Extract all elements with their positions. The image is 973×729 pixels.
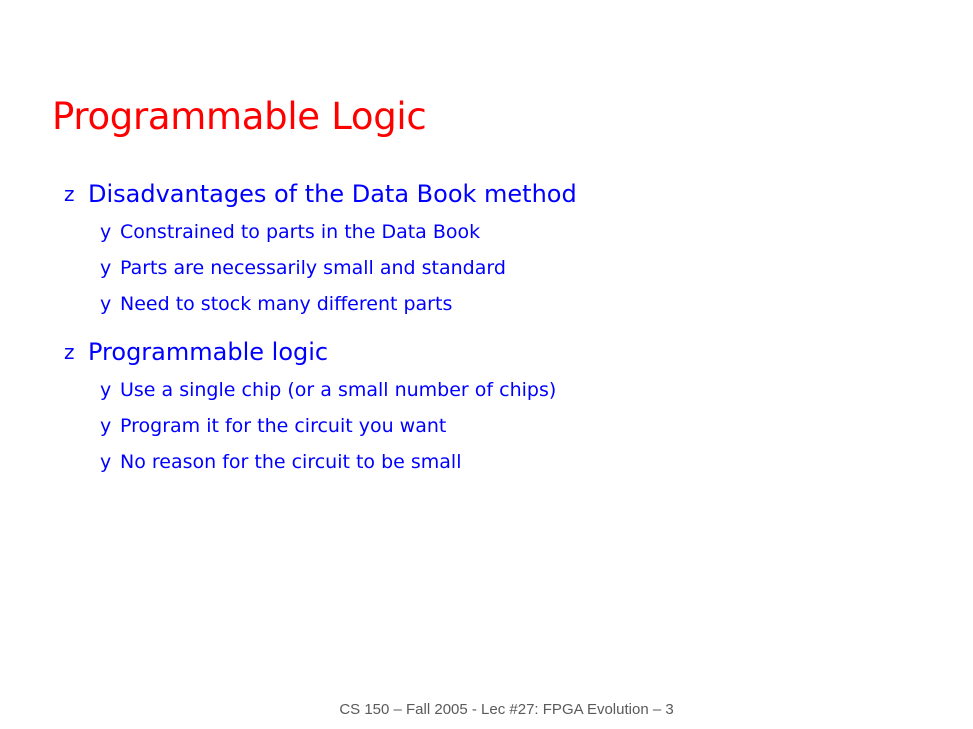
bullet-group-programmable-logic: [64, 334, 944, 480]
bullet-marker-y: y: [100, 415, 112, 437]
bullet-marker-z: z: [64, 182, 75, 206]
sub-bullet-item: [100, 250, 944, 286]
bullet-item: [64, 176, 944, 212]
sub-bullet-text: Need to stock many different parts: [120, 293, 453, 315]
sub-bullet-item: [100, 214, 944, 250]
bullet-marker-y: y: [100, 379, 112, 401]
bullet-marker-y: y: [100, 221, 112, 243]
sub-bullet-item: [100, 372, 944, 408]
sub-bullet-list: [100, 372, 944, 480]
slide-title: Programmable Logic: [52, 95, 427, 138]
bullet-group-disadvantages: [64, 176, 944, 322]
sub-bullet-list: [100, 214, 944, 322]
bullet-marker-y: y: [100, 451, 112, 473]
bullet-marker-y: y: [100, 257, 112, 279]
bullet-marker-y: y: [100, 293, 112, 315]
bullet-item: [64, 334, 944, 370]
sub-bullet-text: Use a single chip (or a small number of chips): [120, 379, 557, 401]
sub-bullet-text: No reason for the circuit to be small: [120, 451, 462, 473]
slide-footer: CS 150 – Fall 2005 - Lec #27: FPGA Evolution – 3: [339, 701, 674, 718]
sub-bullet-item: [100, 408, 944, 444]
bullet-list: [64, 176, 944, 480]
sub-bullet-item: [100, 286, 944, 322]
bullet-marker-z: z: [64, 340, 75, 364]
bullet-text: Programmable logic: [88, 338, 329, 366]
sub-bullet-text: Parts are necessarily small and standard: [120, 257, 506, 279]
sub-bullet-text: Program it for the circuit you want: [120, 415, 447, 437]
sub-bullet-item: [100, 444, 944, 480]
sub-bullet-text: Constrained to parts in the Data Book: [120, 221, 481, 243]
bullet-text: Disadvantages of the Data Book method: [88, 180, 577, 208]
